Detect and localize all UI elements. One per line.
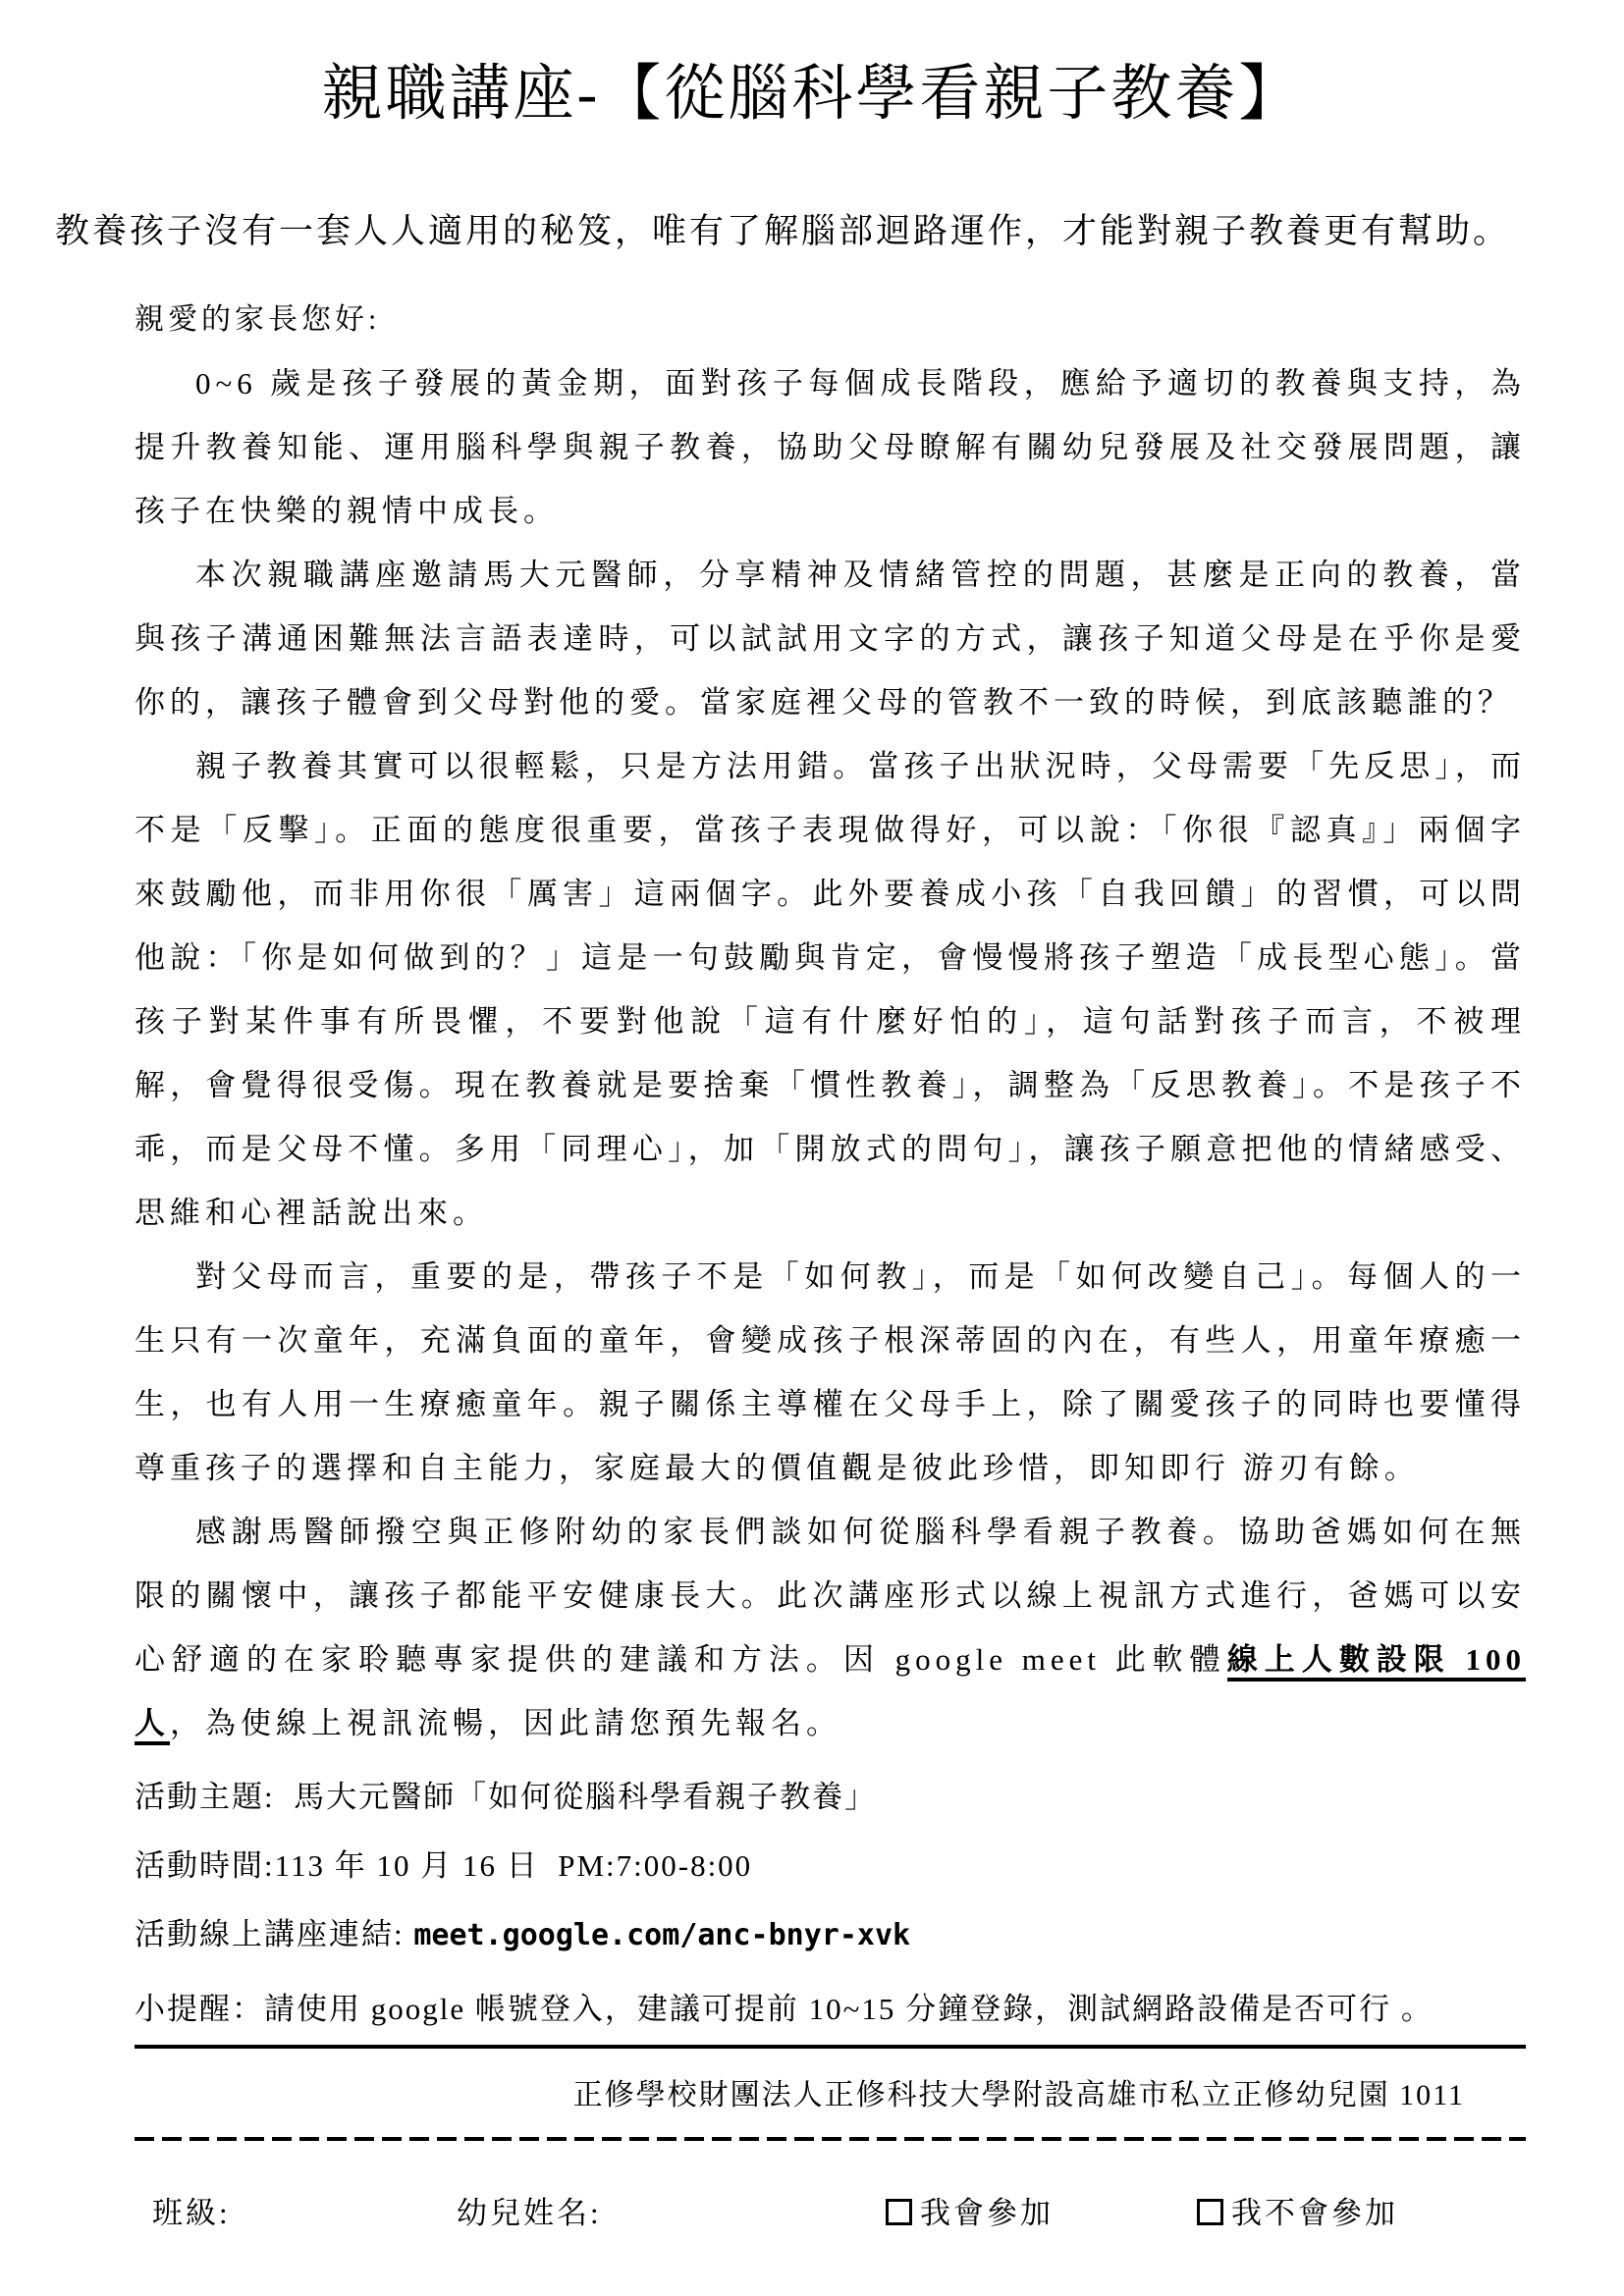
- capacity-limit-highlight: 線上人數設限 100 人: [135, 1642, 1526, 1745]
- reminder-line: 小提醒：請使用 google 帳號登入，建議可提前 10~15 分鐘登錄，測試網路設備是否可行 。: [135, 1978, 1526, 2049]
- intro-tagline: 教養孩子沒有一套人人適用的秘笈，唯有了解腦部迴路運作，才能對親子教養更有幫助。: [55, 212, 1511, 250]
- greeting-line: 親愛的家長您好:: [135, 303, 381, 336]
- notice-body: [135, 294, 1526, 2247]
- paragraph-parenting-methods: 親子教養其實可以很輕鬆，只是方法用錯。當孩子出狀況時，父母需要「先反思」，而不是「反擊」。正面的態度很重要，當孩子表現做得好，可以說：「你很『認真』」兩個字來鼓勵他，而非用你很「厲害」這兩個字。此外要養成小孩「自我回饋」的習慣，可以問他說：「你是如何做到的？」這是一句鼓勵與肯定，會慢慢將孩子塑造「成長型心態」。當孩子對某件事有所畏懼，不要對他說「這有什麼好怕的」，這句話對孩子而言，不被理解，會覺得很受傷。現在教養就是要捨棄「慣性教養」，調整為「反思教養」。不是孩子不乖，而是父母不懂。多用「同理心」，加「開放式的問句」，讓孩子願意把他的情緒感受、思維和心裡話說出來。: [135, 749, 1526, 1230]
- meet-link-url[interactable]: meet.google.com/anc-bnyr-xvk: [413, 1918, 911, 1952]
- paragraph-golden-age: 0~6 歲是孩子發展的黃金期，面對孩子每個成長階段，應給予適切的教養與支持，為提升教養知能、運用腦科學與親子教養，協助父母瞭解有關幼兒發展及社交發展問題，讓孩子在快樂的親情中成長。: [135, 366, 1526, 528]
- child-name-field-label: 幼兒姓名:: [457, 2196, 602, 2230]
- reply-slip-row: [135, 2188, 1526, 2247]
- page-title: 親職講座-【從腦科學看親子教養】: [321, 61, 1303, 128]
- activity-details: [135, 1763, 1526, 2049]
- paragraph-change-yourself: 對父母而言，重要的是，帶孩子不是「如何教」，而是「如何改變自己」。每個人的一生只有一次童年，充滿負面的童年，會變成孩子根深蒂固的內在，有些人，用童年療癒一生，也有人用一生療癒童年。親子關係主導權在父母手上，除了關愛孩子的同時也要懂得尊重孩子的選擇和自主能力，家庭最大的價值觀是彼此珍惜，即知即行 游刃有餘。: [135, 1259, 1526, 1485]
- organization-signature: 正修學校財團法人正修科技大學附設高雄市私立正修幼兒園 1011: [572, 2079, 1465, 2111]
- decline-option: [1197, 2188, 1398, 2232]
- activity-topic-line: 活動主題: 馬大元醫師「如何從腦科學看親子教養」: [135, 1780, 878, 1814]
- cut-line-dashed-divider: [135, 2137, 1526, 2141]
- decline-checkbox-icon[interactable]: [1197, 2199, 1223, 2225]
- attend-option-label: 我會參加: [920, 2196, 1054, 2230]
- letter-text: [135, 351, 1526, 1755]
- activity-link-line: [135, 1900, 1526, 1970]
- attend-option: [886, 2188, 1054, 2232]
- paragraph-thanks-and-format: [135, 1500, 1526, 1755]
- class-field-label: 班級:: [152, 2196, 231, 2230]
- paragraph-lecture-invitation: 本次親職講座邀請馬大元醫師，分享精神及情緒管控的問題，甚麼是正向的教養，當與孩子溝通困難無法言語表達時，可以試試用文字的方式，讓孩子知道父母是在乎你是愛你的，讓孩子體會到父母對他的愛。當家庭裡父母的管教不一致的時候，到底該聽誰的？: [135, 558, 1526, 720]
- closing-text-pre: 感謝馬醫師撥空與正修附幼的家長們談如何從腦科學看親子教養。協助爸媽如何在無限的關懷中，讓孩子都能平安健康長大。此次講座形式以線上視訊方式進行，爸媽可以安心舒適的在家聆聽專家提供的建議和方法。因 google meet 此軟體: [135, 1515, 1526, 1677]
- activity-time-line: 活動時間:113 年 10 月 16 日 PM:7:00-8:00: [135, 1848, 753, 1883]
- attend-checkbox-icon[interactable]: [886, 2199, 912, 2225]
- closing-text-post: ，為使線上視訊流暢，因此請您預先報名。: [170, 1706, 841, 1740]
- decline-option-label: 我不會參加: [1231, 2196, 1398, 2230]
- activity-link-label: 活動線上講座連結:: [135, 1917, 414, 1951]
